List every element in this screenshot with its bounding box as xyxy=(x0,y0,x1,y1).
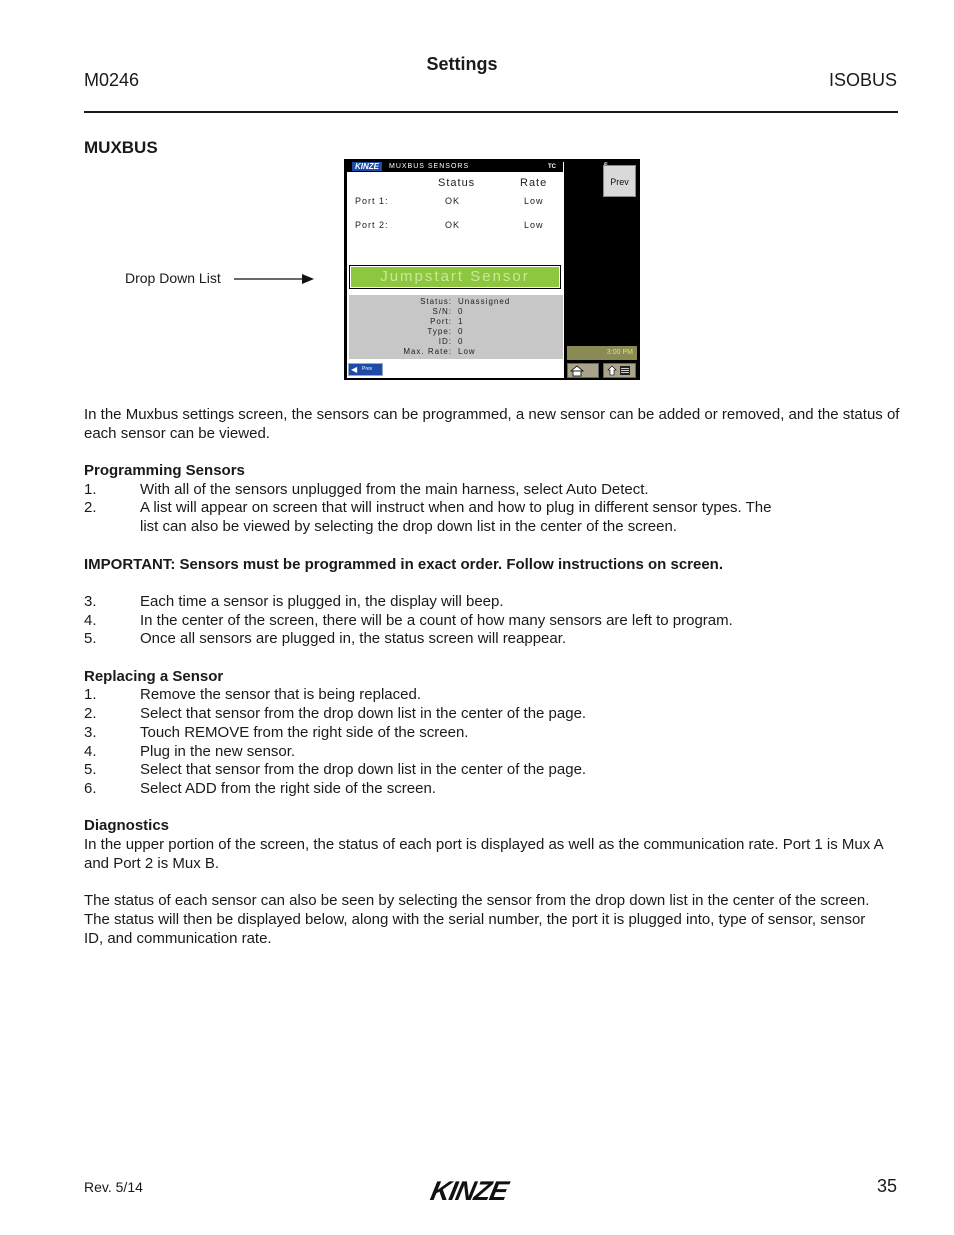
status-column-header: Status xyxy=(438,177,476,189)
step-number: 1. xyxy=(84,481,97,498)
detail-label: Port: xyxy=(430,317,452,326)
diagnostics-paragraph: The status of each sensor can also be seen by selecting the sensor from the drop down list in the center of the screen. The status will then be displayed below, along with the serial number, the port it is plugged into, type of sensor, sensor ID, and communication rate. xyxy=(84,892,870,947)
step-number: 3. xyxy=(84,593,97,610)
home-button[interactable] xyxy=(567,363,599,378)
port-2-rate: Low xyxy=(524,220,544,230)
detail-value: 0 xyxy=(458,307,464,316)
step-number: 4. xyxy=(84,743,97,760)
port-2-status: OK xyxy=(445,220,461,230)
detail-label: Type: xyxy=(427,327,452,336)
callout-label: Drop Down List xyxy=(125,270,221,286)
step-text: A list will appear on screen that will instruct when and how to plug in different sensor types. The list can also be viewed by selecting the drop down list in the center of the screen. xyxy=(140,499,772,535)
header-divider xyxy=(84,111,898,113)
section-title: Settings xyxy=(426,54,498,74)
revision: Rev. 5/14 xyxy=(84,1179,143,1195)
detail-value: 0 xyxy=(458,327,464,336)
step-text: Once all sensors are plugged in, the status screen will reappear. xyxy=(140,630,567,647)
port-1-rate: Low xyxy=(524,196,544,206)
step-number: 2. xyxy=(84,499,97,516)
step-text: Touch REMOVE from the right side of the screen. xyxy=(140,724,469,741)
port-1-label: Port 1: xyxy=(355,196,389,206)
detail-value: 0 xyxy=(458,337,464,346)
detail-label: ID: xyxy=(438,337,452,346)
step-number: 5. xyxy=(84,761,97,778)
page-heading: MUXBUS xyxy=(84,138,158,157)
detail-value: 1 xyxy=(458,317,464,326)
diagnostics-paragraph: In the upper portion of the screen, the status of each port is displayed as well as the communication rate. Port 1 is Mux A and Port 2 is Mux B. xyxy=(84,836,883,872)
home-icon xyxy=(568,364,598,377)
up-arrow-menu-icon xyxy=(604,364,635,377)
clock-time: 3:00 PM xyxy=(606,349,633,356)
port-1-status: OK xyxy=(445,196,461,206)
step-number: 1. xyxy=(84,686,97,703)
step-text: Plug in the new sensor. xyxy=(140,743,296,760)
step-number: 2. xyxy=(84,705,97,722)
diagnostics-heading: Diagnostics xyxy=(84,817,170,834)
step-number: 5. xyxy=(84,630,97,647)
step-number: 6. xyxy=(84,780,97,797)
prev-page-label: Prev xyxy=(362,366,373,372)
step-text: Select that sensor from the drop down list in the center of the page. xyxy=(140,761,587,778)
detail-value: Unassigned xyxy=(458,297,511,306)
navigation-button[interactable] xyxy=(603,363,636,378)
chapter-name: ISOBUS xyxy=(828,70,897,90)
important-notice: IMPORTANT: Sensors must be programmed in exact order. Follow instructions on screen. xyxy=(84,556,724,573)
arrow-left-icon: ◀ xyxy=(351,365,358,374)
callout-arrow-icon xyxy=(232,272,316,286)
prev-side-label: Prev xyxy=(610,177,629,187)
programming-heading: Programming Sensors xyxy=(84,462,245,479)
intro-paragraph: In the Muxbus settings screen, the sensors can be programmed, a new sensor can be added or removed, and the status of each sensor can be viewed. xyxy=(84,406,900,442)
detail-label: S/N: xyxy=(432,307,452,316)
sensor-dropdown-value[interactable]: Jumpstart Sensor xyxy=(380,268,530,285)
tc-badge: TC xyxy=(548,164,556,170)
step-number: 4. xyxy=(84,612,97,629)
detail-label: Max. Rate: xyxy=(403,347,452,356)
rate-column-header: Rate xyxy=(520,177,548,189)
replacing-heading: Replacing a Sensor xyxy=(84,668,224,685)
step-text: With all of the sensors unplugged from the main harness, select Auto Detect. xyxy=(140,481,649,498)
screen-logo: KINZE xyxy=(352,162,382,171)
step-text: Each time a sensor is plugged in, the display will beep. xyxy=(140,593,504,610)
page-number: 35 xyxy=(876,1176,897,1196)
port-2-label: Port 2: xyxy=(355,220,389,230)
detail-value: Low xyxy=(458,347,476,356)
step-number: 3. xyxy=(84,724,97,741)
step-text: Select ADD from the right side of the screen. xyxy=(140,780,436,797)
step-text: In the center of the screen, there will be a count of how many sensors are left to program. xyxy=(140,612,733,629)
step-text: Remove the sensor that is being replaced. xyxy=(140,686,421,703)
detail-label: Status: xyxy=(420,297,452,306)
step-text: Select that sensor from the drop down list in the center of the page. xyxy=(140,705,587,722)
screen-title: MUXBUS SENSORS xyxy=(389,163,470,170)
kinze-logo: KINZE xyxy=(427,1176,511,1206)
doc-code: M0246 xyxy=(84,70,140,90)
